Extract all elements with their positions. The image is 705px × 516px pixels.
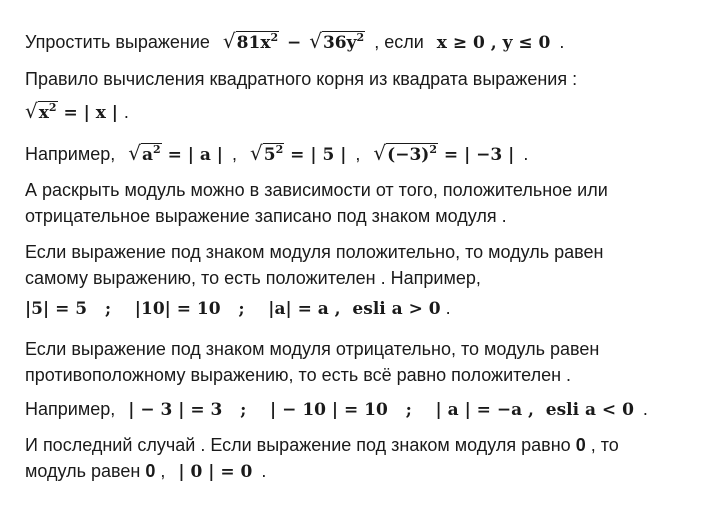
line-task	[25, 30, 564, 54]
zero-text-1: И последний случай . Если выражение под знаком модуля равно	[25, 435, 576, 455]
task-condition-word: , если	[374, 32, 424, 52]
rule-period: .	[123, 102, 129, 122]
example-a: $√a^2$ = | a |	[128, 141, 223, 165]
zero-text-2: модуль равен	[25, 461, 146, 481]
examples-period-1: .	[518, 144, 529, 164]
line-explain-2: отрицательное выражение записано под знаком модуля .	[25, 206, 507, 226]
examples-label-2: Например,	[25, 399, 116, 419]
zero-text-2b: ,	[155, 461, 166, 481]
line-positive-examples	[25, 297, 451, 320]
example-separator-1: ,	[226, 144, 237, 164]
positive-period: .	[440, 298, 451, 318]
line-explain-1: А раскрыть модуль можно в зависимости от того, положительное или	[25, 180, 608, 200]
line-negative-examples	[25, 398, 648, 421]
negative-examples: | − 3 | = 3 ; | − 10 | = 10 ; | a | = −a , esli a < 0	[128, 400, 634, 420]
line-rule-formula	[25, 100, 129, 124]
line-negative-2: противоположному выражению, то есть всё равно положителен .	[25, 365, 572, 385]
example-5: $√5^2$ = | 5 |	[250, 141, 347, 165]
task-text: Упростить выражение	[25, 32, 210, 52]
zero-period: .	[256, 461, 267, 481]
task-condition: x ≥ 0 , y ≤ 0	[436, 33, 551, 53]
zero-formula: | 0 | = 0	[178, 462, 253, 482]
positive-examples: |5| = 5 ; |10| = 10 ; |a| = a , esli a > 0	[25, 299, 441, 319]
zero-text-1b: , то	[585, 435, 619, 455]
line-rule: Правило вычисления квадратного корня из квадрата выражения :	[25, 69, 578, 89]
line-positive-2: самому выражению, то есть положителен . Например,	[25, 268, 481, 288]
line-positive-1: Если выражение под знаком модуля положительно, то модуль равен	[25, 242, 604, 262]
zero-bold-1: 0	[575, 435, 586, 455]
zero-bold-2: 0	[145, 461, 156, 481]
line-examples-1	[25, 142, 528, 166]
negative-period: .	[637, 399, 648, 419]
rule-formula: $√x^2$ = | x |	[25, 99, 124, 123]
examples-label-1: Например,	[25, 144, 116, 164]
task-period: .	[554, 32, 565, 52]
line-negative-1: Если выражение под знаком модуля отрицательно, то модуль равен	[25, 339, 600, 359]
example-separator-2: ,	[350, 144, 361, 164]
task-expression: $√81x^2 - √36y^2$	[222, 29, 365, 53]
line-zero-2	[25, 460, 266, 483]
example-minus-3: $√(-3)^2$ = | −3 |	[373, 141, 515, 165]
line-zero-1	[25, 434, 619, 456]
